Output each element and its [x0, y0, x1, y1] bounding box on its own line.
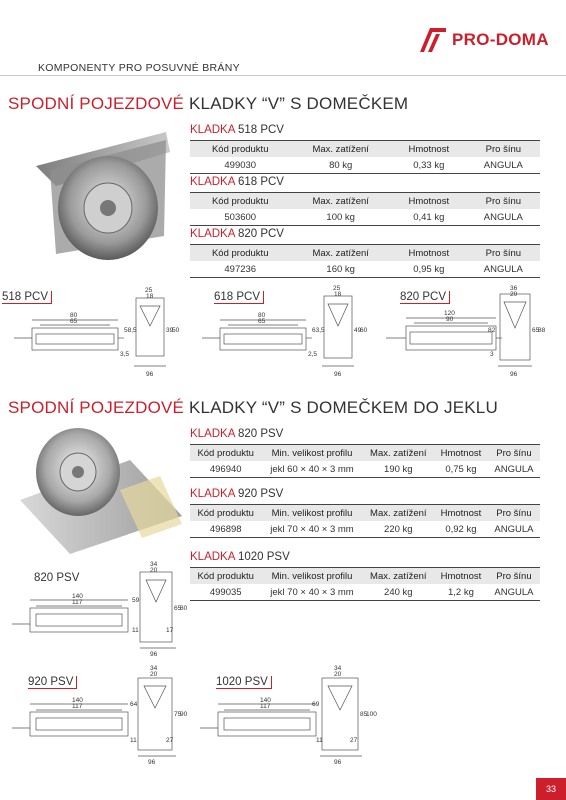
svg-text:96: 96 — [510, 371, 518, 378]
table-row: 499030 80 kg 0,33 kg ANGULA — [190, 157, 540, 174]
spec-table-820pcv: Kód produktu Max. zatížení Hmotnost Pro šínu 497236 160 kg 0,95 kg ANGULA — [190, 244, 540, 278]
svg-text:11: 11 — [132, 627, 139, 634]
svg-text:90: 90 — [446, 316, 454, 323]
spec-table-820psv: Kód produktu Min. velikost profilu Max. zatížení Hmotnost Pro šínu 496940 jekl 60 × 40 × 3 mm 190 kg 0,75 kg ANGULA — [190, 444, 540, 478]
svg-text:20: 20 — [150, 567, 158, 574]
svg-text:11: 11 — [316, 737, 323, 744]
svg-text:96: 96 — [334, 371, 342, 378]
svg-text:65: 65 — [258, 318, 266, 325]
svg-text:80: 80 — [70, 312, 78, 319]
table-row: 503600 100 kg 0,41 kg ANGULA — [190, 209, 540, 226]
svg-text:3: 3 — [490, 351, 494, 358]
svg-text:18: 18 — [146, 293, 154, 300]
product-photo-pcv — [26, 126, 176, 272]
svg-text:36: 36 — [510, 285, 518, 292]
svg-text:18: 18 — [334, 291, 342, 298]
svg-text:2,5: 2,5 — [308, 351, 318, 358]
section-title-2: SPODNÍ POJEZDOVÉ KLADKY “V” S DOMEČKEM DO JEKLU — [8, 398, 498, 417]
svg-text:117: 117 — [260, 703, 271, 710]
drawing-label-820pcv: 820 PCV — [400, 291, 450, 304]
svg-text:50: 50 — [172, 327, 180, 334]
svg-text:65: 65 — [532, 327, 540, 334]
table-row: 496898 jekl 70 × 40 × 3 mm 220 kg 0,92 kg ANGULA — [190, 521, 540, 538]
svg-text:65: 65 — [174, 605, 182, 612]
svg-text:80: 80 — [180, 605, 188, 612]
svg-text:34: 34 — [150, 665, 158, 672]
svg-text:88: 88 — [538, 327, 546, 334]
svg-text:140: 140 — [72, 593, 83, 600]
drawing-label-820psv: 820 PSV — [34, 572, 80, 584]
svg-text:75: 75 — [174, 711, 182, 718]
brand-logo — [418, 24, 558, 54]
spec-table-1020psv: Kód produktu Min. velikost profilu Max. zatížení Hmotnost Pro šínu 499035 jekl 70 × 40 × 3 mm 240 kg 1,2 kg ANGULA — [190, 567, 540, 601]
svg-text:20: 20 — [150, 671, 158, 678]
svg-text:120: 120 — [444, 310, 455, 317]
svg-text:39: 39 — [166, 327, 174, 334]
psv-technical-drawings — [0, 560, 566, 770]
header-divider — [0, 75, 566, 76]
pcv-technical-drawings — [0, 282, 566, 390]
svg-text:96: 96 — [148, 759, 156, 766]
table-row: 497236 160 kg 0,95 kg ANGULA — [190, 261, 540, 278]
svg-text:82: 82 — [488, 327, 496, 334]
svg-text:63,5: 63,5 — [312, 327, 325, 334]
svg-text:34: 34 — [334, 665, 342, 672]
spec-table-920psv: Kód produktu Min. velikost profilu Max. zatížení Hmotnost Pro šínu 496898 jekl 70 × 40 × 3 mm 220 kg 0,92 kg ANGULA — [190, 504, 540, 538]
svg-text:85: 85 — [360, 711, 368, 718]
svg-text:100: 100 — [366, 711, 377, 718]
svg-text:140: 140 — [260, 697, 271, 704]
table-row: 499035 jekl 70 × 40 × 3 mm 240 kg 1,2 kg ANGULA — [190, 584, 540, 601]
svg-text:59: 59 — [132, 597, 140, 604]
table-row: 496940 jekl 60 × 40 × 3 mm 190 kg 0,75 kg ANGULA — [190, 461, 540, 478]
svg-text:90: 90 — [180, 711, 188, 718]
svg-text:27: 27 — [166, 737, 174, 744]
svg-text:20: 20 — [334, 671, 342, 678]
svg-text:117: 117 — [72, 599, 83, 606]
product-name-820pcv: KLADKA 820 PCV — [190, 228, 284, 240]
category-title: KOMPONENTY PRO POSUVNÉ BRÁNY — [38, 62, 240, 74]
brand-mark-icon — [418, 24, 448, 54]
svg-text:49: 49 — [354, 327, 362, 334]
svg-text:69: 69 — [312, 701, 320, 708]
svg-text:25: 25 — [145, 287, 153, 294]
section-title-1: SPODNÍ POJEZDOVÉ KLADKY “V” S DOMEČKEM — [8, 94, 409, 113]
svg-text:17: 17 — [166, 627, 174, 634]
product-name-518pcv: KLADKA 518 PCV — [190, 124, 284, 136]
product-name-820psv: KLADKA 820 PSV — [190, 428, 284, 440]
svg-text:96: 96 — [334, 759, 342, 766]
svg-text:58,5: 58,5 — [124, 327, 137, 334]
svg-text:25: 25 — [333, 285, 341, 292]
product-name-1020psv: KLADKA 1020 PSV — [190, 551, 290, 563]
svg-text:65: 65 — [70, 318, 78, 325]
product-name-920psv: KLADKA 920 PSV — [190, 488, 284, 500]
svg-text:80: 80 — [258, 312, 266, 319]
product-photo-psv — [10, 420, 190, 560]
svg-text:34: 34 — [150, 561, 158, 568]
svg-text:96: 96 — [150, 651, 158, 658]
page-number: 33 — [536, 778, 566, 800]
svg-text:20: 20 — [510, 291, 518, 298]
spec-table-518pcv: Kód produktu Max. zatížení Hmotnost Pro šínu 499030 80 kg 0,33 kg ANGULA — [190, 140, 540, 174]
svg-text:11: 11 — [130, 737, 137, 744]
svg-text:27: 27 — [350, 737, 358, 744]
spec-table-618pcv: Kód produktu Max. zatížení Hmotnost Pro šínu 503600 100 kg 0,41 kg ANGULA — [190, 192, 540, 226]
svg-text:60: 60 — [360, 327, 368, 334]
svg-text:96: 96 — [146, 371, 154, 378]
svg-text:117: 117 — [72, 703, 83, 710]
drawing-label-518pcv: 518 PCV — [2, 291, 52, 304]
drawing-label-920psv: 920 PSV — [28, 676, 77, 689]
brand-name: PRO-DOMA — [452, 30, 549, 49]
svg-text:64: 64 — [130, 701, 138, 708]
drawing-label-618pcv: 618 PCV — [214, 291, 264, 304]
svg-text:3,5: 3,5 — [120, 351, 130, 358]
product-name-618pcv: KLADKA 618 PCV — [190, 176, 284, 188]
svg-text:140: 140 — [72, 697, 83, 704]
drawing-label-1020psv: 1020 PSV — [216, 676, 272, 689]
